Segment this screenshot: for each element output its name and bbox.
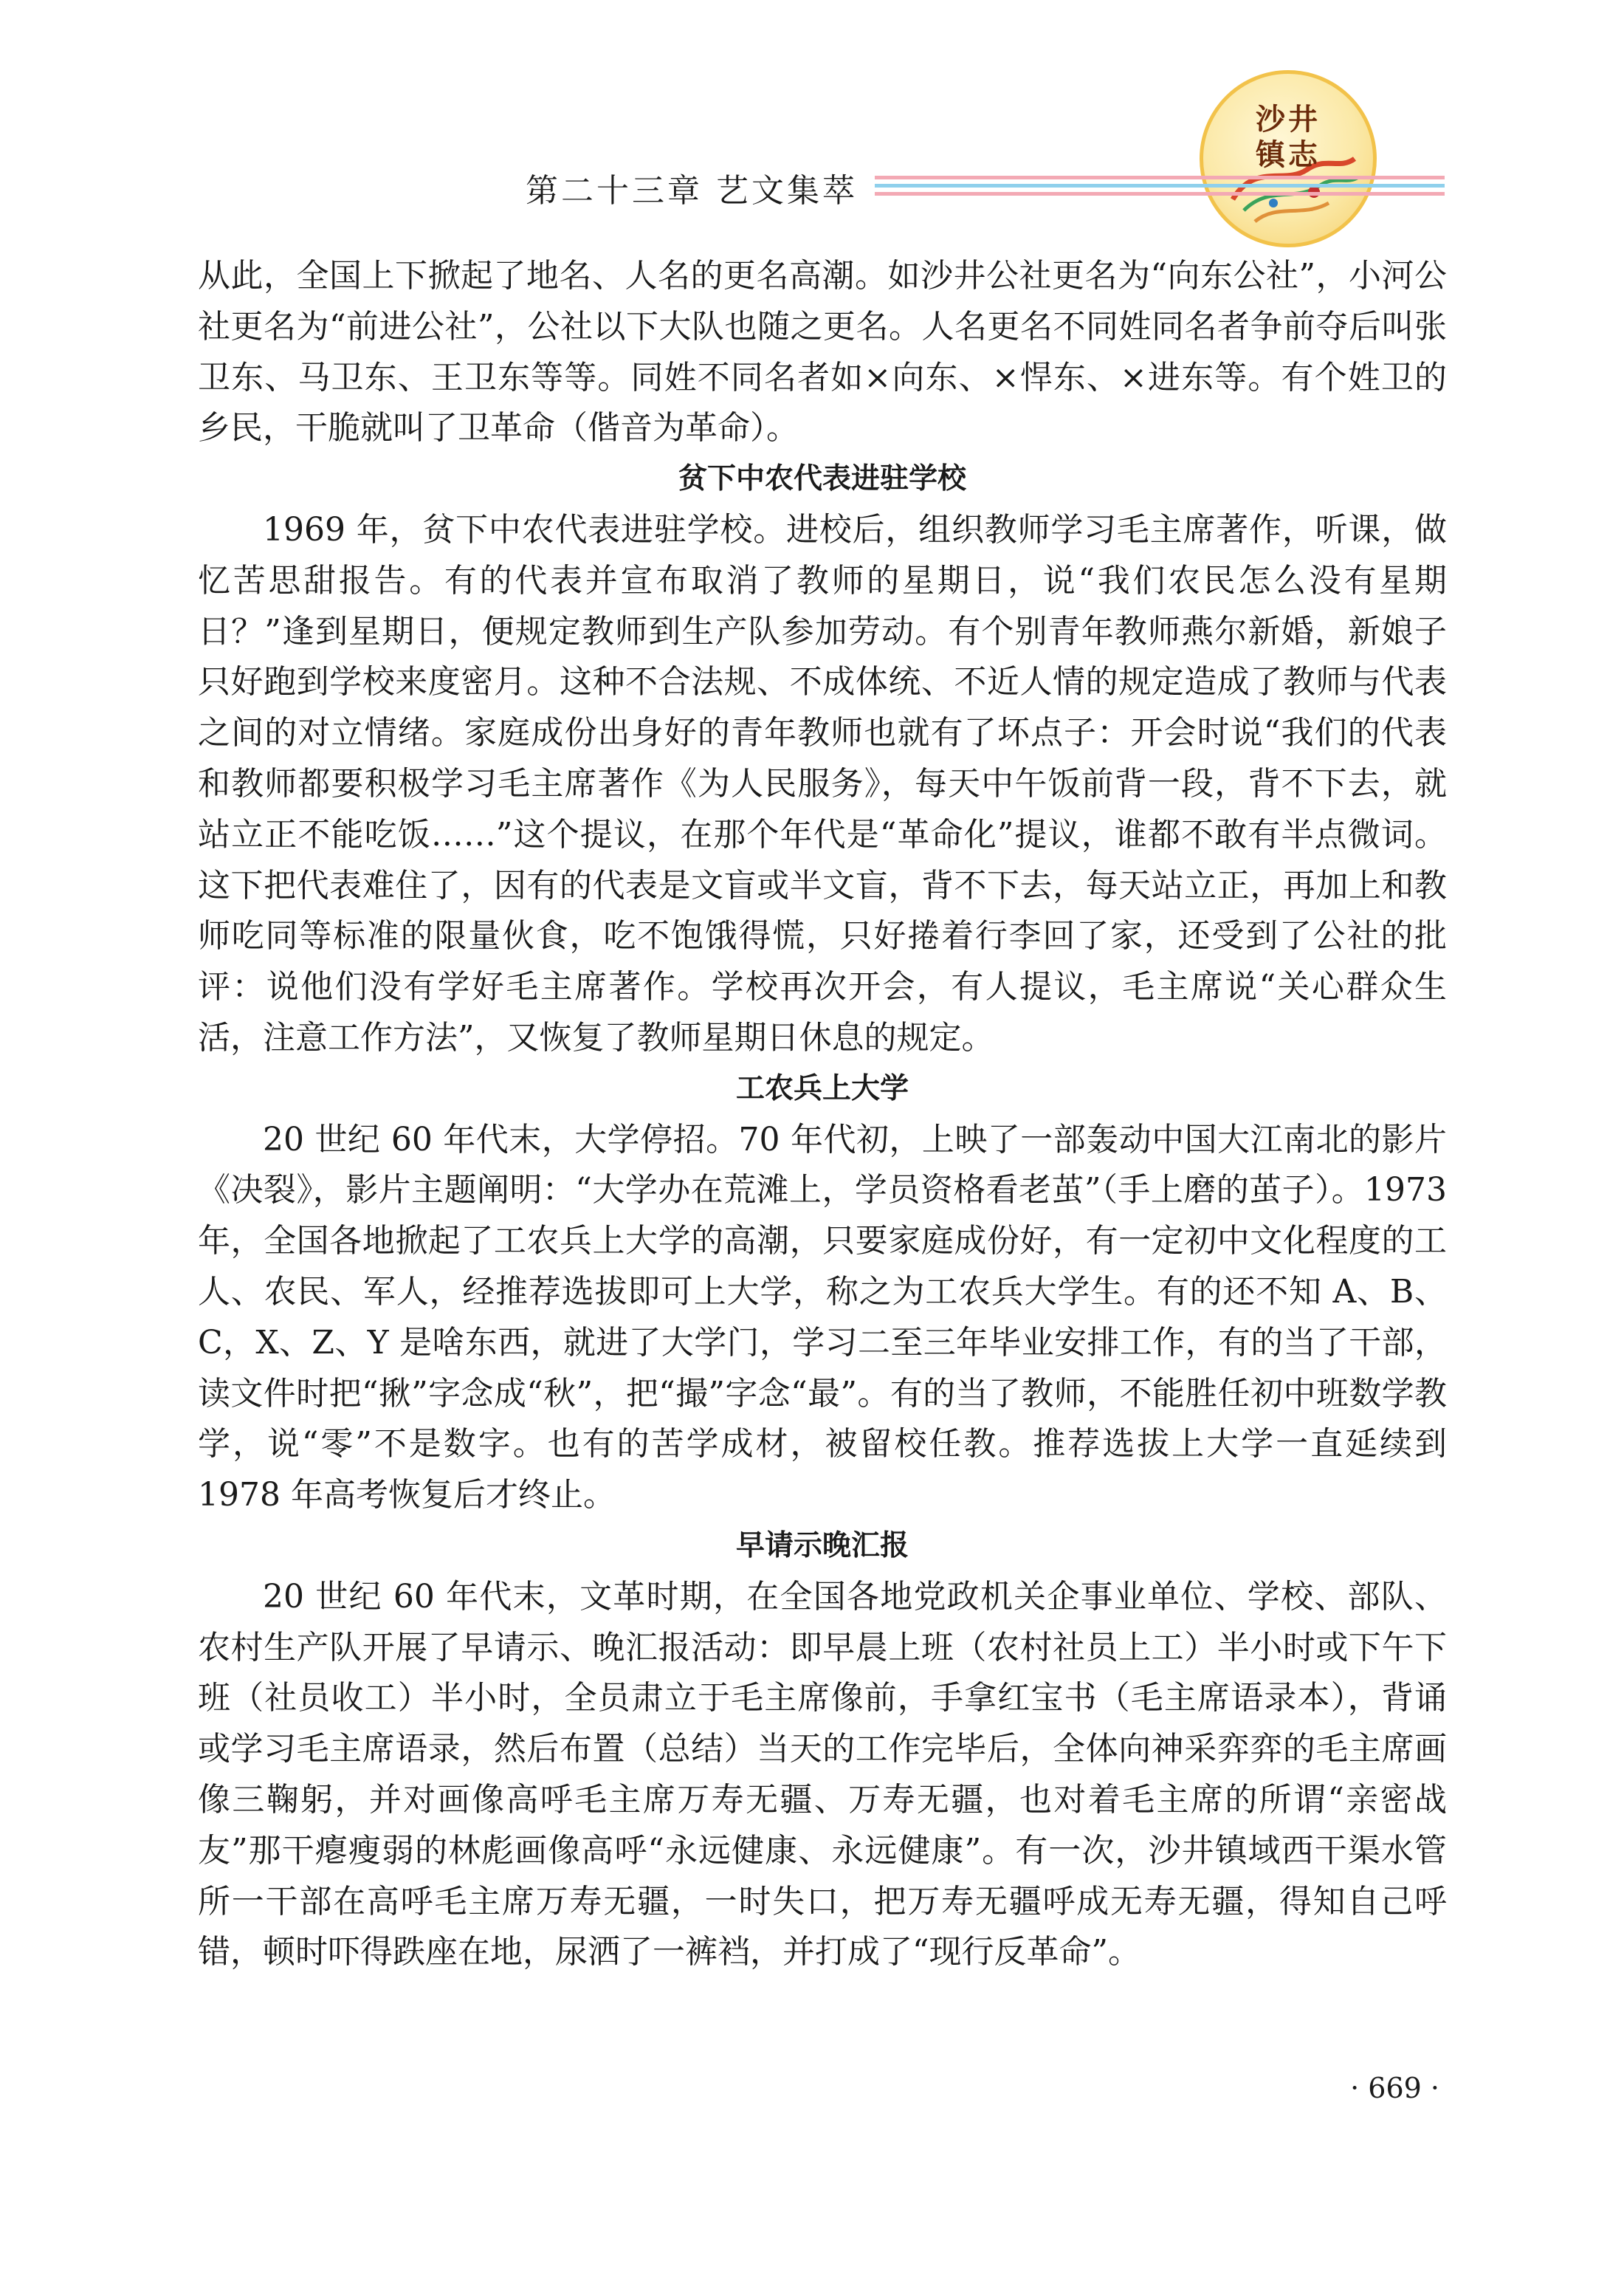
seal-text-bottom: 镇志 (1256, 138, 1321, 172)
section-paragraph: 1969 年，贫下中农代表进驻学校。进校后，组织教师学习毛主席著作，听课，做忆苦思甜报告。有的代表并宣布取消了教师的星期日，说“我们农民怎么没有星期日？”逢到星期日，便规定教师到生产队参加劳动。有个别青年教师燕尔新婚，新娘子只好跑到学校来度密月。这种不合法规、不成体统、不近人情的规定造成了教师与代表之间的对立情绪。家庭成份出身好的青年教师也就有了坏点子：开会时说“我们的代表和教师都要积极学习毛主席著作《为人民服务》，每天中午饭前背一段，背不下去，就站立正不能吃饭……”这个提议，在那个年代是“革命化”提议，谁都不敢有半点微词。这下把代表难住了，因有的代表是文盲或半文盲，背不下去，每天站立正，再加上和教师吃同等标准的限量伙食，吃不饱饿得慌，只好捲着行李回了家，还受到了公社的批评：说他们没有学好毛主席著作。学校再次开会，有人提议，毛主席说“关心群众生活，注意工作方法”，又恢复了教师星期日休息的规定。 (198, 510, 1447, 1057)
town-gazetteer-seal (1200, 70, 1377, 247)
page-body (198, 251, 1447, 1978)
intro-paragraph: 从此，全国上下掀起了地名、人名的更名高潮。如沙井公社更名为“向东公社”，小河公社更名为“前进公社”，公社以下大队也随之更名。人名更名不同姓同名者争前夺后叫张卫东、马卫东、王卫东等等。同姓不同名者如×向东、×悍东、×进东等。有个姓卫的乡民，干脆就叫了卫革命（偕音为革命）。 (198, 257, 1447, 447)
section-heading: 工农兵上大学 (735, 1071, 909, 1105)
section-heading: 早请示晚汇报 (735, 1528, 909, 1562)
section-paragraph: 20 世纪 60 年代末，文革时期，在全国各地党政机关企事业单位、学校、部队、农村生产队开展了早请示、晚汇报活动：即早晨上班（农村社员上工）半小时或下午下班（社员收工）半小时，全员肃立于毛主席像前，手拿红宝书（毛主席语录本），背诵或学习毛主席语录，然后布置（总结）当天的工作完毕后，全体向神采弈弈的毛主席画像三鞠躬，并对画像高呼毛主席万寿无疆、万寿无疆，也对着毛主席的所谓“亲密战友”那干瘪瘦弱的林彪画像高呼“永远健康、永远健康”。有一次，沙井镇域西干渠水管所一干部在高呼毛主席万寿无疆，一时失口，把万寿无疆呼成无寿无疆，得知自己呼错，顿时吓得跌座在地，尿洒了一裤裆，并打成了“现行反革命”。 (198, 1577, 1447, 1971)
section-heading: 贫下中农代表进驻学校 (678, 462, 966, 496)
header-line-blue (875, 184, 1445, 188)
page-number: · 669 · (1350, 2072, 1439, 2104)
seal-text-top: 沙井 (1256, 103, 1321, 137)
header-decorative-lines (875, 176, 1445, 198)
chapter-title: 第二十三章 艺文集萃 (526, 172, 858, 210)
header-line-pink-lower (875, 192, 1445, 196)
header-line-pink (875, 176, 1445, 179)
seal-text (1203, 102, 1373, 173)
section-paragraph: 20 世纪 60 年代末，大学停招。70 年代初，上映了一部轰动中国大江南北的影片《决裂》，影片主题阐明：“大学办在荒滩上，学员资格看老茧”（手上磨的茧子）。1973 年，全国各地掀起了工农兵上大学的高潮，只要家庭成份好，有一定初中文化程度的工人、农民、军人，经推荐选拔即可上大学，称之为工农兵大学生。有的还不知 A、B、C，X、Z、Y 是啥东西，就进了大学门，学习二至三年毕业安排工作，有的当了干部，读文件时把“揪”字念成“秋”，把“撮”字念“最”。有的当了教师，不能胜任初中班数学教学，说“零”不是数字。也有的苦学成材，被留校任教。推荐选拔上大学一直延续到 1978 年高考恢复后才终止。 (198, 1120, 1447, 1514)
